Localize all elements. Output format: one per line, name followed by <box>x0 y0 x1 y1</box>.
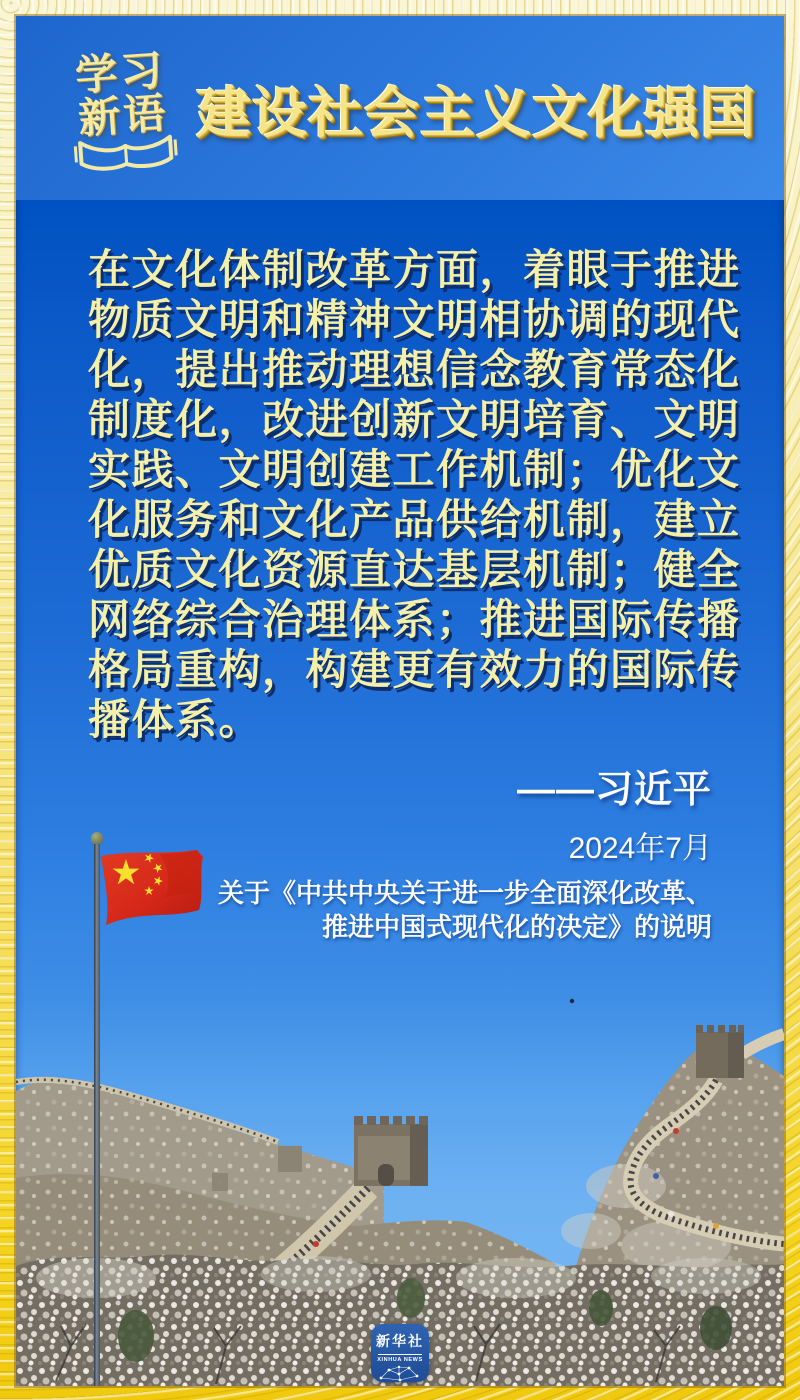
logo-line2: 新语 <box>76 88 170 142</box>
header-band <box>16 16 784 200</box>
network-constellation-icon <box>377 1365 423 1382</box>
divider <box>378 1354 422 1355</box>
xuexi-xinyu-seal <box>54 47 192 174</box>
quote-line: 化，提出推动理想信念教育常态化 <box>88 346 741 393</box>
open-book-icon <box>73 133 179 174</box>
quote-date: 2024年7月 <box>568 832 712 865</box>
quote-line: 格局重构，构建更有效力的国际传 <box>88 646 741 693</box>
quote-line: 化服务和文化产品供给机制，建立 <box>88 496 741 543</box>
page-title: 建设社会主义文化强国 <box>196 81 757 144</box>
bird <box>570 999 574 1003</box>
quote-line: 制度化，改进创新文明培育、文明 <box>88 396 741 443</box>
quote-line: 播体系。 <box>88 696 263 743</box>
quote-line: 在文化体制改革方面，着眼于推进 <box>88 246 741 293</box>
ruined-watchtower <box>278 1146 302 1172</box>
quote-text <box>88 245 741 745</box>
conifer-tree <box>700 1306 732 1350</box>
logo-line1: 学习 <box>73 45 167 99</box>
small-watchtower <box>212 1173 228 1191</box>
quote-line: 网络综合治理体系；推进国际传播 <box>88 596 741 643</box>
poster-content <box>16 16 784 1386</box>
china-flag <box>99 848 225 950</box>
xinhua-logo-cn: 新华社 <box>376 1333 424 1349</box>
quote-author: ——习近平 <box>516 769 712 811</box>
conifer-tree <box>397 1278 425 1318</box>
xinhua-logo-en: XINHUA NEWS <box>377 1357 423 1363</box>
quote-line: 实践、文明创建工作机制；优化文 <box>88 446 741 493</box>
quote-source-line1: 关于《中共中央关于进一步全面深化改革、 <box>217 878 712 908</box>
great-wall-photo <box>16 926 784 1386</box>
quote-line: 物质文明和精神文明相协调的现代 <box>88 296 741 343</box>
quote-line: 优质文化资源直达基层机制；健全 <box>88 546 741 593</box>
xinhua-logo <box>371 1324 429 1382</box>
conifer-tree <box>118 1310 154 1362</box>
attribution-block <box>218 758 712 944</box>
quote-source-line2: 推进中国式现代化的决定》的说明 <box>321 912 712 942</box>
conifer-tree <box>589 1290 613 1326</box>
